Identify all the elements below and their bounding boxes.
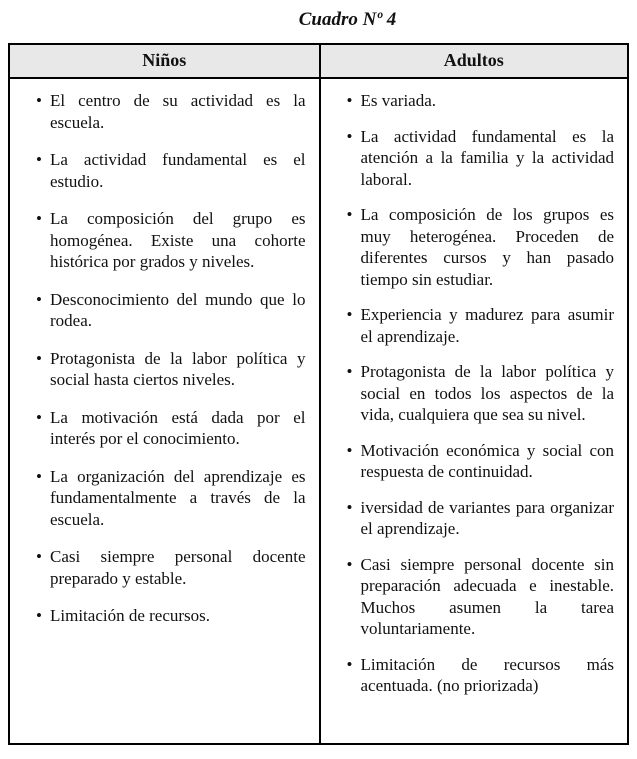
list-item-text: Protagonista de la labor política y social hasta ciertos niveles. [50,348,306,389]
column-header-ninos: Niños [142,50,187,70]
bullet-icon: • [346,554,353,574]
list-item-text: Casi siempre personal docente sin preparación adecuada e inestable. Muchos asumen la tarea voluntariamente. [360,554,614,638]
bullet-icon: • [346,91,353,110]
list-item-text: La organización del aprendizaje es fundamentalmente a través de la escuela. [50,466,306,529]
bullet-icon: • [36,547,42,566]
list-item-text: Casi siempre personal docente preparado y estable. [50,547,306,588]
bullet-icon: • [36,209,42,228]
list-item-text: La actividad fundamental es el estudio. [50,150,306,191]
list-item-text: iversidad de variantes para organizar el aprendizaje. [360,497,614,538]
comparison-table [8,43,629,745]
list-item [36,605,306,627]
table-caption: Cuadro Nº 4 [298,9,397,30]
bullet-icon: • [36,150,42,169]
list-item [36,466,306,531]
list-item-text: La motivación está dada por el interés por el conocimiento. [50,407,306,448]
bullet-icon: • [36,407,42,427]
list-item-text: Limitación de recursos. [50,606,211,625]
bullet-icon: • [346,305,353,324]
list-item-text: Protagonista de la labor política y social en todos los aspectos de la vida, cualquiera que sea su nivel. [360,362,614,424]
adultos-column-cell [319,79,628,743]
list-item-text: El centro de su actividad es la escuela. [50,91,306,132]
bullet-icon: • [346,440,353,460]
list-item-text: Desconocimiento del mundo que lo rodea. [50,289,306,330]
list-item [36,546,306,589]
list-item [36,289,306,332]
bullet-icon: • [346,654,353,674]
bullet-icon: • [36,91,42,110]
list-item [36,407,306,450]
table-body-row [10,79,627,743]
list-item-text: Motivación económica y social con respuesta de continuidad. [360,440,614,481]
bullet-icon: • [36,466,42,486]
bullet-icon: • [36,348,42,368]
list-item [347,126,615,191]
list-item [347,304,615,347]
list-item [347,361,615,426]
list-item [347,90,615,112]
list-item-text: Limitación de recursos más acentuada. (no priorizada) [360,654,614,695]
list-item-text: Es variada. [360,91,437,110]
list-item [36,149,306,192]
list-item-text: Experiencia y madurez para asumir el aprendizaje. [360,305,614,346]
bullet-icon: • [36,606,42,625]
bullet-icon: • [346,497,353,517]
list-item [347,440,615,483]
list-item-text: La composición de los grupos es muy heterogénea. Proceden de diferentes cursos y han pasado tiempo sin estudiar. [360,205,614,289]
ninos-column-cell [10,79,319,743]
list-item [347,204,615,290]
list-item [347,497,615,540]
list-item [347,554,615,640]
list-item [347,654,615,697]
bullet-icon: • [36,289,42,309]
list-item [36,90,306,133]
bullet-icon: • [346,126,353,146]
bullet-icon: • [346,205,353,224]
list-item-text: La composición del grupo es homogénea. Existe una cohorte histórica por grados y niveles. [50,209,306,271]
list-item [36,348,306,391]
list-item-text: La actividad fundamental es la atención a la familia y la actividad laboral. [360,126,614,189]
list-item [36,208,306,273]
bullet-icon: • [346,362,353,381]
table-header-row [10,45,627,79]
column-header-adultos: Adultos [319,45,628,77]
